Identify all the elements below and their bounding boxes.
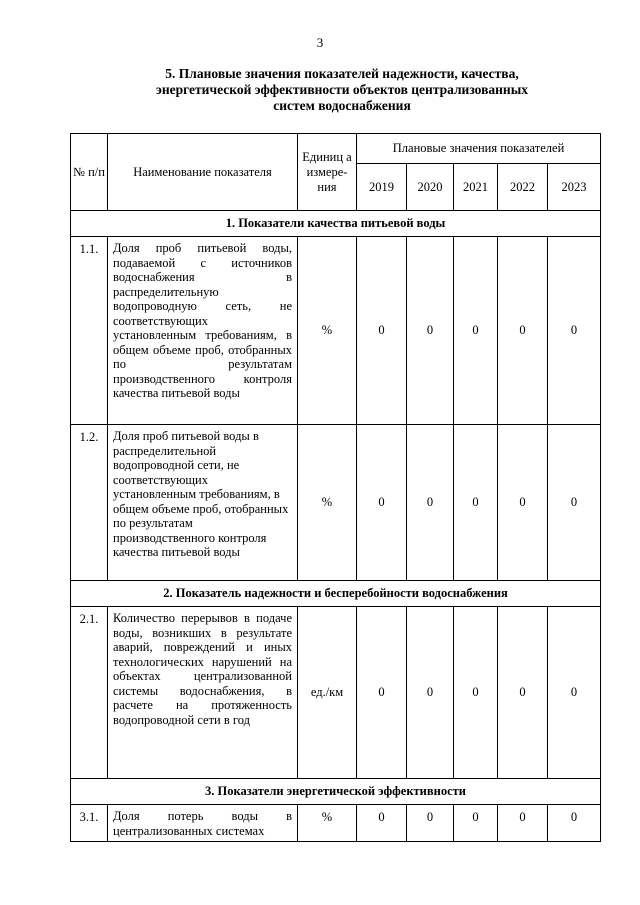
row-value: 0 xyxy=(498,805,548,842)
row-num: 2.1. xyxy=(71,607,108,779)
header-unit: Единиц а измере- ния xyxy=(298,134,357,211)
row-value: 0 xyxy=(407,425,454,581)
row-value: 0 xyxy=(498,607,548,779)
row-value: 0 xyxy=(407,237,454,425)
header-year: 2020 xyxy=(407,164,454,211)
row-name: Доля потерь воды в централизованных системах xyxy=(108,805,298,842)
row-value: 0 xyxy=(407,607,454,779)
header-year: 2023 xyxy=(548,164,601,211)
page-number: 3 xyxy=(316,35,324,50)
row-value: 0 xyxy=(454,607,498,779)
row-name: Количество перерывов в подаче воды, возникших в результате аварий, повреждений и иных технологических нарушений на объектах централизованной системы водоснабжения, в расчете на протяженность водопроводной сети в год xyxy=(108,607,298,779)
table-row xyxy=(71,607,601,779)
header-year: 2021 xyxy=(454,164,498,211)
row-value: 0 xyxy=(407,805,454,842)
row-value: 0 xyxy=(548,425,601,581)
section-title: 3. Показатели энергетической эффективности xyxy=(71,779,601,805)
row-value: 0 xyxy=(357,607,407,779)
header-name: Наименование показателя xyxy=(108,134,298,211)
header-year: 2019 xyxy=(357,164,407,211)
row-value: 0 xyxy=(454,425,498,581)
row-value: 0 xyxy=(357,237,407,425)
row-value: 0 xyxy=(454,237,498,425)
row-num: 1.2. xyxy=(71,425,108,581)
row-value: 0 xyxy=(357,805,407,842)
header-num: № п/п xyxy=(71,134,108,211)
row-unit: % xyxy=(298,805,357,842)
section-title: 1. Показатели качества питьевой воды xyxy=(71,211,601,237)
row-num: 1.1. xyxy=(71,237,108,425)
header-planned-values: Плановые значения показателей xyxy=(357,134,601,164)
table-row xyxy=(71,237,601,425)
row-unit: ед./км xyxy=(298,607,357,779)
title-line-2: энергетической эффективности объектов централизованных xyxy=(155,82,528,97)
row-name: Доля проб питьевой воды, подаваемой с источников водоснабжения в распределительную водопроводную сеть, не соответствующих установленным требованиям, в общем объеме проб, отобранных по результатам производственного контроля качества питьевой воды xyxy=(108,237,298,425)
table-row xyxy=(71,805,601,842)
header-year: 2022 xyxy=(498,164,548,211)
row-unit: % xyxy=(298,237,357,425)
row-value: 0 xyxy=(548,805,601,842)
document-title xyxy=(100,66,584,114)
row-value: 0 xyxy=(454,805,498,842)
row-value: 0 xyxy=(498,237,548,425)
row-name: Доля проб питьевой воды в распределительной водопроводной сети, не соответствующих установленным требованиям, в общем объеме проб, отобранных по результатам производственного контроля качества питьевой воды xyxy=(108,425,298,581)
title-line-3: систем водоснабжения xyxy=(273,98,411,113)
title-line-1: 5. Плановые значения показателей надежности, качества, xyxy=(165,66,519,81)
row-num: 3.1. xyxy=(71,805,108,842)
row-value: 0 xyxy=(548,237,601,425)
row-value: 0 xyxy=(548,607,601,779)
row-value: 0 xyxy=(357,425,407,581)
section-title: 2. Показатель надежности и бесперебойности водоснабжения xyxy=(71,581,601,607)
row-unit: % xyxy=(298,425,357,581)
row-value: 0 xyxy=(498,425,548,581)
table-row xyxy=(71,425,601,581)
indicators-table xyxy=(70,133,601,842)
